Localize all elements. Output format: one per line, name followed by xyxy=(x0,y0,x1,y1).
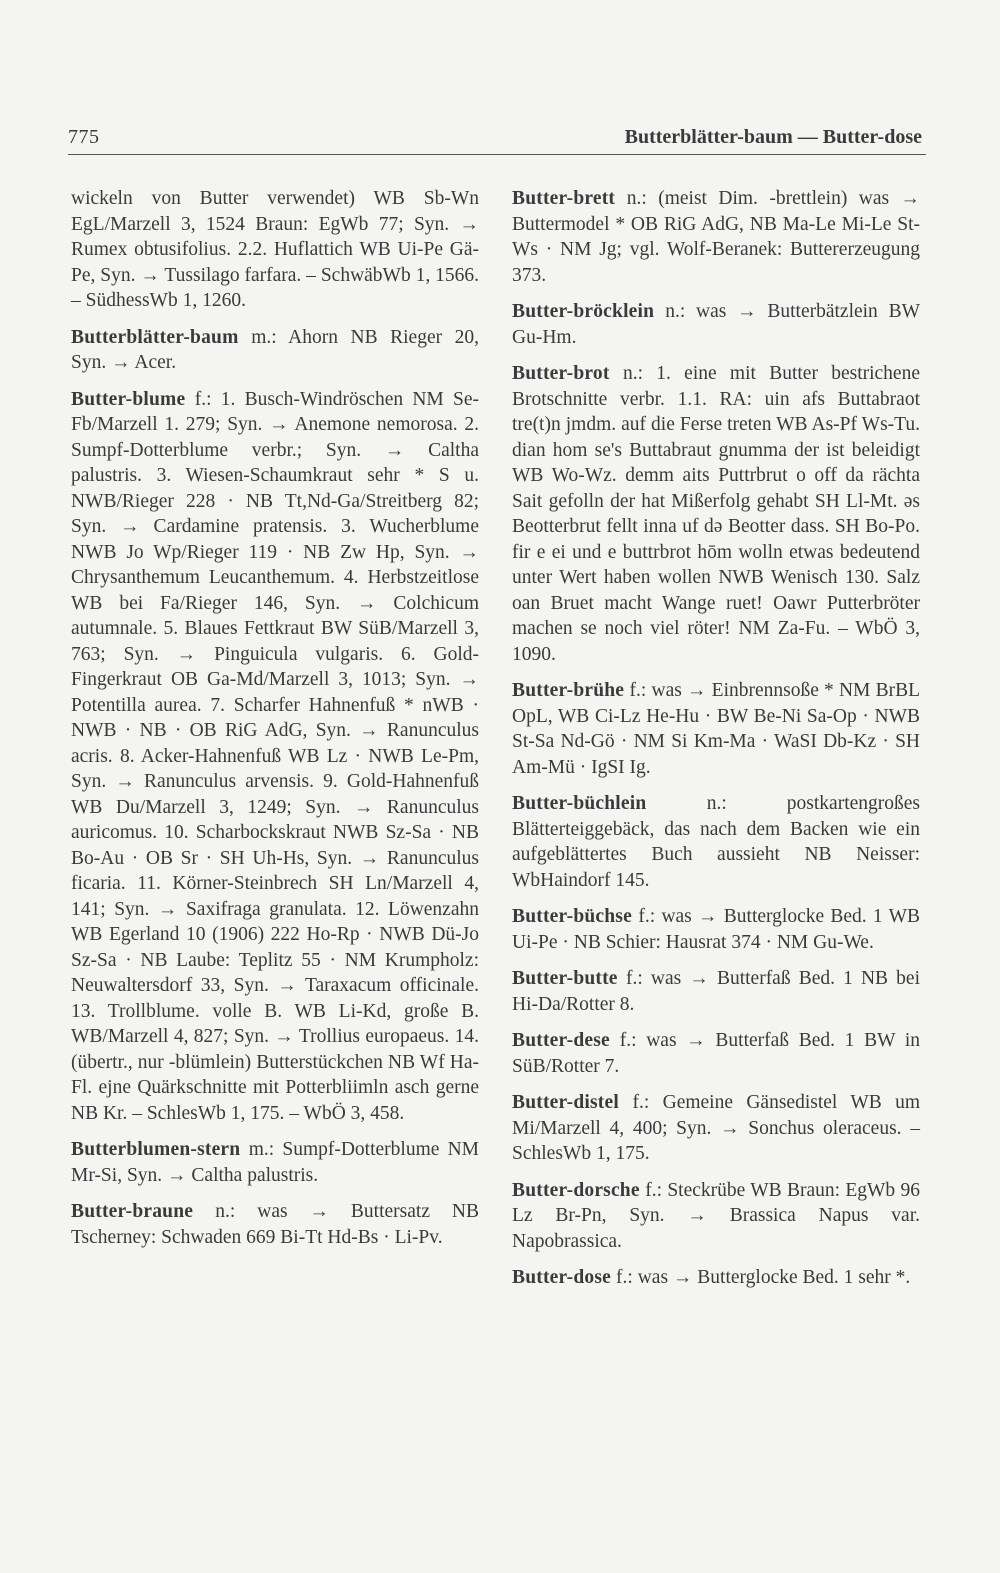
entry-text: f.: was → Butterglocke Bed. 1 WB Ui-Pe · NB Schier: Hausrat 374 · NM Gu-We. xyxy=(512,906,920,953)
entry-text: f.: was → Butterfaß Bed. 1 BW in SüB/Rotter 7. xyxy=(512,1030,921,1077)
entry-text: f.: was → Butterglocke Bed. 1 sehr *. xyxy=(616,1267,911,1288)
entry-headword: Butter-butte xyxy=(512,968,618,989)
entry-headword: Butterblumen-stern xyxy=(71,1139,241,1160)
page-number: 775 xyxy=(68,126,100,148)
entry-text: n.: postkartengroßes Blätterteiggebäck, das nach dem Backen wie ein aufgeblättertes Buch aussieht NB Neisser: WbHaindorf 145. xyxy=(512,793,920,891)
entry-text: f.: was → Einbrennsoße * NM BrBL OpL, WB Ci-Lz He-Hu · BW Be-Ni Sa-Op · NWB St-Sa Nd-Gö · NM Si Km-Ma · WaSI Db-Kz · SH Am-Mü · IgSI Ig. xyxy=(512,680,920,778)
dictionary-entry xyxy=(71,1137,479,1188)
entry-text: f.: was → Butterfaß Bed. 1 NB bei Hi-Da/Rotter 8. xyxy=(512,968,921,1015)
dictionary-entry xyxy=(71,1199,479,1250)
dictionary-entry xyxy=(512,1265,920,1291)
dictionary-entry xyxy=(512,904,920,955)
page-header xyxy=(68,124,926,155)
entry-headword: Butter-brot xyxy=(512,363,610,384)
entry-headword: Butter-blume xyxy=(71,388,186,410)
entry-headword: Butter-brett xyxy=(512,188,616,209)
entry-text: m.: Ahorn NB Rieger 20, Syn. → Acer. xyxy=(71,326,480,373)
entry-headword: Butter-bröcklein xyxy=(512,301,655,322)
entry-text: f.: Steckrübe WB Braun: EgWb 96 Lz Br-Pn, Syn. → Brassica Napus var. Napobrassica. xyxy=(512,1179,920,1252)
entry-text: n.: 1. eine mit Butter bestrichene Brotschnitte verbr. 1.1. RA: uin afs Buttabraot tre(t)n jmdm. auf die Ferse treten WB As-Pf Ws-Tu. dian hom se's Buttabraut gnumma der ist beleidigt WB Wo-Wz. demm aits Puttrbrut o off da rächta Sait gefolln der hat Mißerfolg gehabt SH Ll-Mt. ǝs Beotterbrut fellt inna uf dǝ Beotter dass. SH Bo-Po. fir e ei und e buttrbrot hōm wolln etwas bedeutend unter Wert haben wollen NWB Wenisch 130. Salz oan Bruet macht Wange ruet! Oawr Putterbröter machen se noch viel röter! NM Za-Fu. – WbÖ 3, 1090. xyxy=(512,363,920,665)
dictionary-entry xyxy=(512,1090,920,1167)
dictionary-entry xyxy=(71,387,479,1127)
entry-text: f.: 1. Busch-Windröschen NM Se-Fb/Marzell 1. 279; Syn. → Anemone nemorosa. 2. Sumpf-Dotterblume verbr.; Syn. → Caltha palustris. 3. Wiesen-Schaumkraut sehr * S u. NWB/Rieger 228 · NB Tt,Nd-Ga/Streitberg 82; Syn. → Cardamine pratensis. 3. Wucherblume NWB Jo Wp/Rieger 119 · NB Zw Hp, Syn. → Chrysanthemum Leucanthemum. 4. Herbstzeitlose WB bei Fa/Rieger 146, Syn. → Colchicum autumnale. 5. Blaues Fettkraut BW SüB/Marzell 3, 763; Syn. → Pinguicula vulgaris. 6. Gold-Fingerkraut OB Ga-Md/Marzell 3, 1013; Syn. → Potentilla aurea. 7. Scharfer Hahnenfuß * nWB · NWB · NB · OB RiG AdG, Syn. → Ranunculus acris. 8. Acker-Hahnenfuß WB Lz · NWB Le-Pm, Syn. → Ranunculus arvensis. 9. Gold-Hahnenfuß WB Du/Marzell 3, 1249; Syn. → Ranunculus auricomus. 10. Scharbockskraut NWB Sz-Sa · NB Bo-Au · OB Sr · SH Uh-Hs, Syn. → Ranunculus ficaria. 11. Körner-Steinbrech SH Ln/Marzell 4, 141; Syn. → Saxifraga granulata. 12. Löwenzahn WB Egerland 10 (1906) 222 Ho-Rp · NWB Dü-Jo Sz-Sa · NB Laube: Teplitz 55 · NM Krumpholz: Neuwaltersdorf 33, Syn. → Taraxacum officinale. 13. Trollblume. volle B. WB Li-Kd, große B. WB/Marzell 4, 827; Syn. → Trollius europaeus. 14. (übertr., nur -blümlein) Butterstückchen NB Wf Ha-Fl. ejne Quärkschnitte mit Potterbliimln asch gerne NB Kr. – SchlesWb 1, 175. – WbÖ 3, 458. xyxy=(71,388,479,1124)
entry-headword: Butter-dorsche xyxy=(512,1179,640,1201)
left-column xyxy=(71,186,479,1261)
dictionary-entry xyxy=(512,678,920,780)
running-head: Butterblätter-baum — Butter-dose xyxy=(624,126,922,148)
dictionary-entry xyxy=(512,966,920,1017)
dictionary-entry xyxy=(512,186,920,288)
entry-headword: Butter-büchlein xyxy=(512,793,647,814)
dictionary-entry xyxy=(512,791,920,893)
entry-headword: Butter-braune xyxy=(71,1201,194,1222)
entry-headword: Butterblätter-baum xyxy=(71,326,239,348)
entry-headword: Butter-büchse xyxy=(512,906,632,927)
dictionary-entry xyxy=(71,325,479,376)
entry-text: f.: Gemeine Gänsedistel WB um Mi/Marzell 4, 400; Syn. → Sonchus oleraceus. – SchlesWb 1, 175. xyxy=(512,1092,920,1164)
right-column xyxy=(512,186,920,1302)
entry-headword: Butter-dose xyxy=(512,1267,611,1288)
entry-text: n.: (meist Dim. -brettlein) was → Buttermodel * OB RiG AdG, NB Ma-Le Mi-Le St-Ws · NM Jg; vgl. Wolf-Beranek: Buttererzeugung 373. xyxy=(512,188,920,286)
dictionary-entry xyxy=(512,299,920,350)
entry-headword: Butter-dese xyxy=(512,1030,610,1051)
continuation-text: wickeln von Butter verwendet) WB Sb-Wn EgL/Marzell 3, 1524 Braun: EgWb 77; Syn. → Rumex obtusifolius. 2.2. Huflattich WB Ui-Pe Gä-Pe, Syn. → Tussilago farfara. – SchwäbWb 1, 1566. – SüdhessWb 1, 1260. xyxy=(71,188,479,311)
entry-headword: Butter-brühe xyxy=(512,680,625,701)
entry-headword: Butter-distel xyxy=(512,1092,619,1113)
dictionary-entry xyxy=(512,1178,920,1255)
entry-text: m.: Sumpf-Dotterblume NM Mr-Si, Syn. → Caltha palustris. xyxy=(71,1139,479,1186)
entry-text: n.: was → Butterbätzlein BW Gu-Hm. xyxy=(512,301,920,348)
dictionary-entry xyxy=(512,361,920,667)
dictionary-entry xyxy=(512,1028,920,1079)
entry-text: n.: was → Buttersatz NB Tscherney: Schwaden 669 Bi-Tt Hd-Bs · Li-Pv. xyxy=(71,1201,480,1248)
